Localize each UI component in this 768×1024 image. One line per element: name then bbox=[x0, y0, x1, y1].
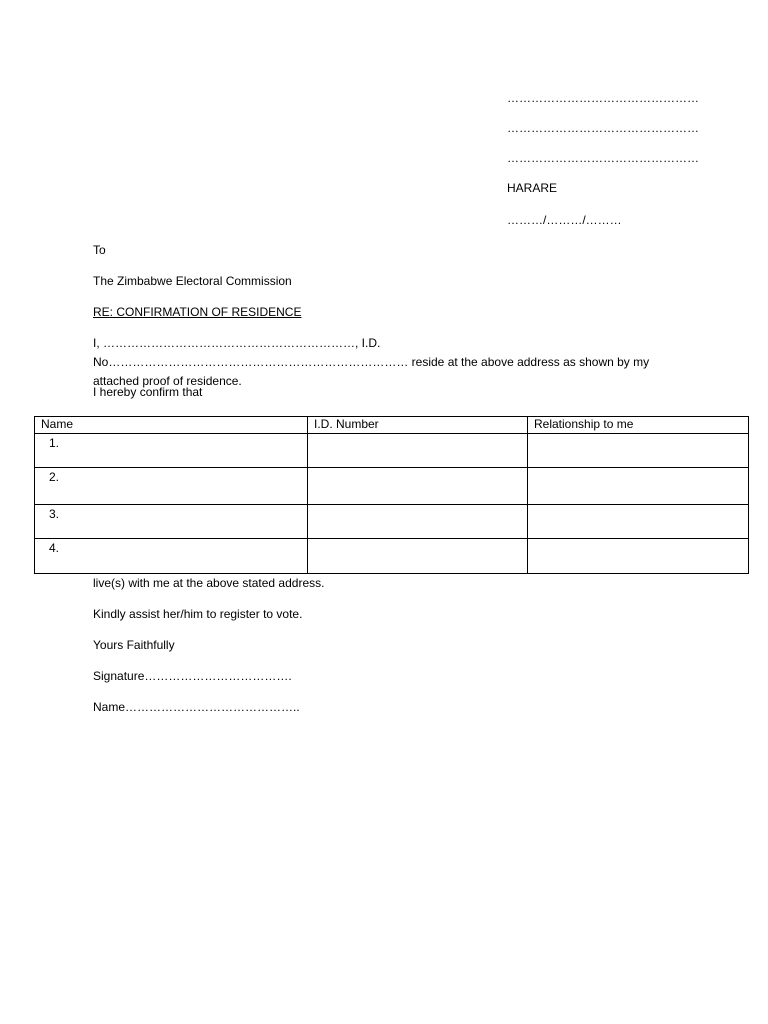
id-number-cell[interactable] bbox=[308, 468, 528, 505]
relationship-cell[interactable] bbox=[528, 539, 749, 574]
address-line-3: ………………………………………… bbox=[507, 151, 699, 165]
request-text: Kindly assist her/him to register to vote. bbox=[93, 607, 303, 621]
id-number-cell[interactable] bbox=[308, 505, 528, 539]
signature-line[interactable]: Signature………………………………. bbox=[93, 669, 292, 683]
salutation: To bbox=[93, 243, 106, 257]
name-line[interactable]: Name…………………………………….. bbox=[93, 700, 300, 714]
table-row bbox=[35, 539, 749, 574]
residents-table bbox=[34, 416, 749, 574]
row-number: 3. bbox=[49, 507, 60, 521]
header-name: Name bbox=[35, 417, 308, 434]
id-number-cell[interactable] bbox=[308, 434, 528, 468]
relationship-cell[interactable] bbox=[528, 505, 749, 539]
name-cell[interactable] bbox=[35, 505, 308, 539]
address-city: HARARE bbox=[507, 181, 558, 195]
subject-line: RE: CONFIRMATION OF RESIDENCE bbox=[93, 305, 302, 319]
id-number-cell[interactable] bbox=[308, 539, 528, 574]
table-header-row bbox=[35, 417, 749, 434]
header-relationship: Relationship to me bbox=[528, 417, 749, 434]
name-cell[interactable] bbox=[35, 468, 308, 505]
row-number: 4. bbox=[49, 541, 60, 555]
name-cell[interactable] bbox=[35, 434, 308, 468]
table-row bbox=[35, 434, 749, 468]
closing-text: Yours Faithfully bbox=[93, 638, 175, 652]
name-cell[interactable] bbox=[35, 539, 308, 574]
row-number: 2. bbox=[49, 470, 60, 484]
confirm-intro: I hereby confirm that bbox=[93, 385, 203, 399]
declaration-paragraph: I, ………………………………………………………, I.D. No………………………………………………………………… reside at the above address as shown by my attached proof of residence. bbox=[93, 336, 650, 388]
relationship-cell[interactable] bbox=[528, 468, 749, 505]
row-number: 1. bbox=[49, 436, 60, 450]
after-table-text: live(s) with me at the above stated address. bbox=[93, 576, 325, 590]
table-row bbox=[35, 468, 749, 505]
table-row bbox=[35, 505, 749, 539]
address-line-2: ………………………………………… bbox=[507, 121, 699, 135]
recipient-name: The Zimbabwe Electoral Commission bbox=[93, 274, 292, 288]
relationship-cell[interactable] bbox=[528, 434, 749, 468]
address-line-1: ………………………………………… bbox=[507, 91, 699, 105]
header-id-number: I.D. Number bbox=[308, 417, 528, 434]
date-line: ………/………/……… bbox=[507, 213, 622, 227]
